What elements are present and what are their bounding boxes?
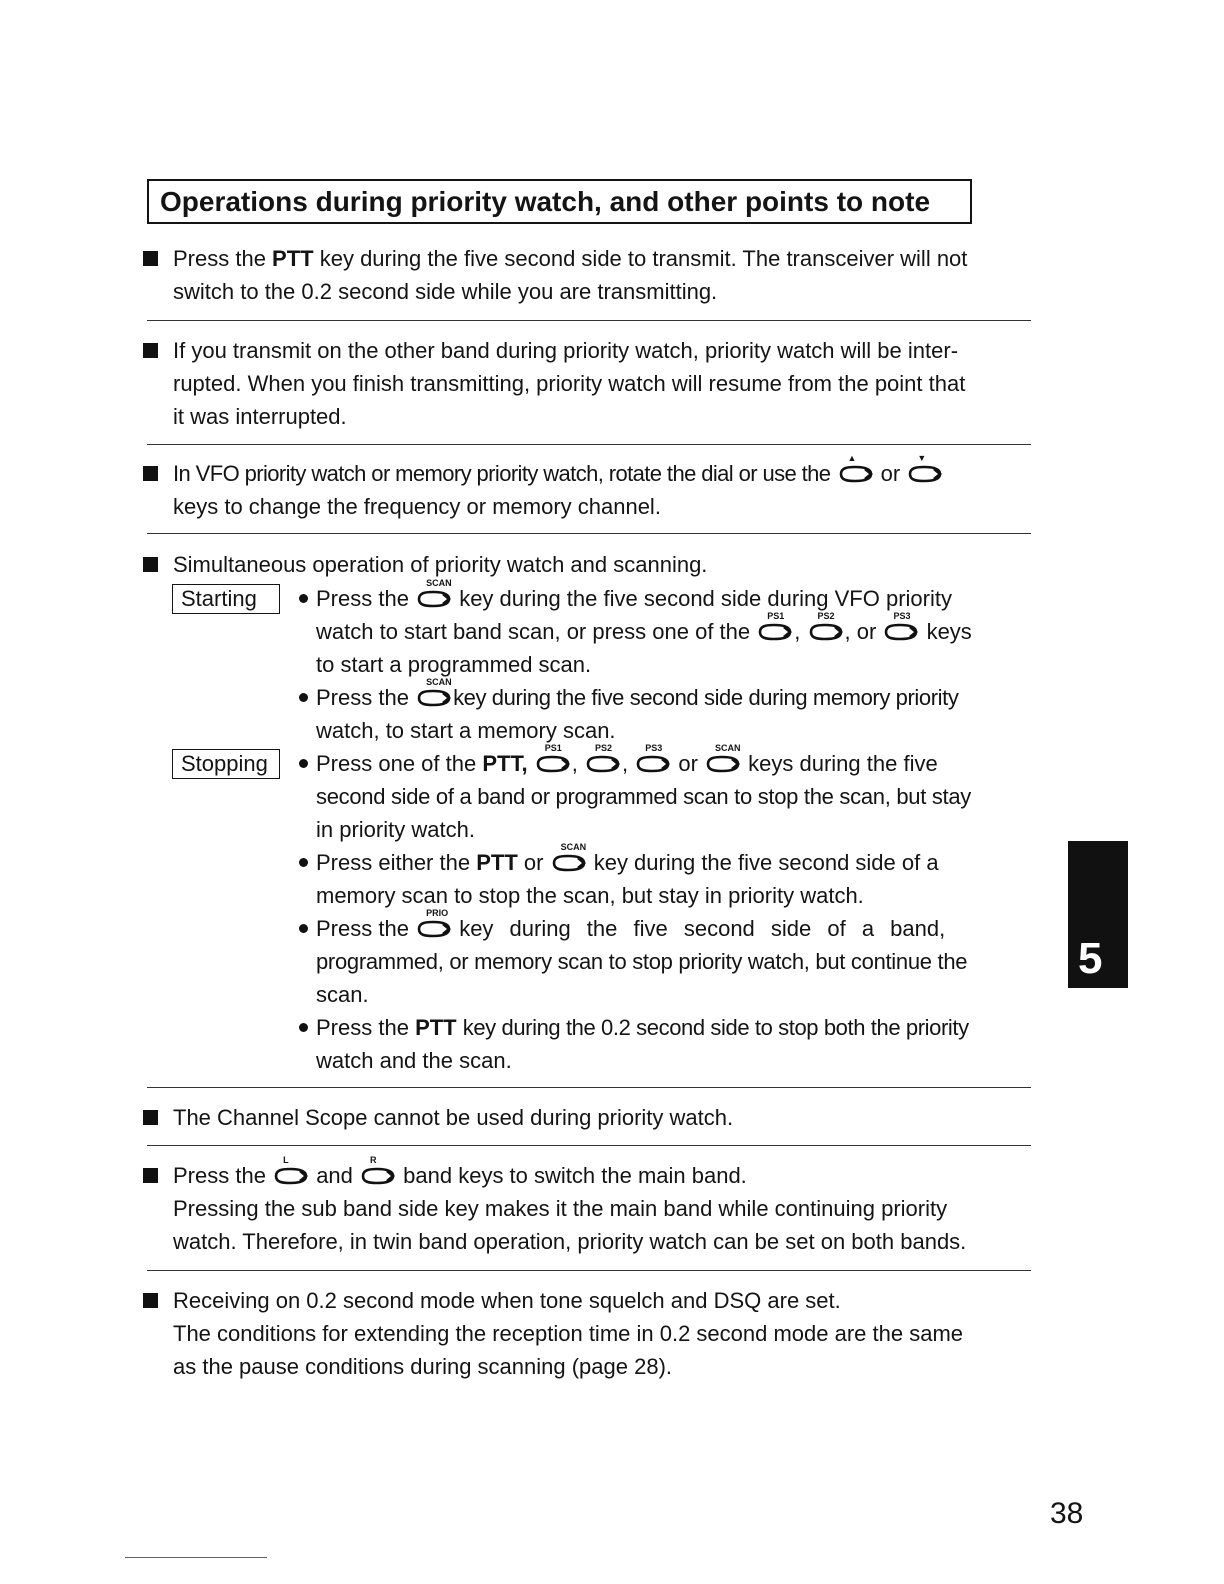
key-label: ▼ — [917, 453, 927, 463]
ps3-key-icon — [884, 611, 918, 641]
text: Press the — [173, 246, 273, 271]
stopping-bullets — [297, 743, 1032, 1077]
page-number: 38 — [1050, 1497, 1084, 1530]
text: it was interrupted. — [173, 404, 347, 429]
key-label: PS2 — [817, 611, 835, 621]
text: key during the five second side to transmit. The transceiver will not — [313, 246, 968, 271]
square-bullet-icon — [143, 343, 158, 358]
ptt-key-label: PTT, — [482, 751, 528, 776]
key-label: SCAN — [715, 743, 741, 753]
key-label: PS2 — [594, 743, 612, 753]
text: keys to change the frequency or memory channel. — [173, 494, 661, 519]
text: key during the five second side of a — [593, 850, 939, 875]
text: Press the — [316, 916, 409, 941]
page-title: Operations during priority watch, and other points to note — [147, 179, 972, 224]
text: or — [523, 850, 544, 875]
round-bullet-icon — [299, 594, 308, 603]
key-label: ▲ — [847, 453, 857, 463]
down-key-icon — [908, 453, 942, 483]
round-bullet-icon — [299, 858, 308, 867]
ps2-key-icon — [586, 743, 620, 773]
text: The Channel Scope cannot be used during priority watch. — [173, 1105, 734, 1130]
chapter-tab — [1068, 841, 1128, 988]
key-label: L — [283, 1155, 289, 1165]
text: Press the — [173, 1163, 266, 1188]
text: band keys to switch the main band. — [403, 1163, 747, 1188]
note-dial-keys — [143, 453, 1033, 523]
text: key during the 0.2 second side to stop both the priority — [462, 1015, 969, 1040]
prio-key-icon — [417, 908, 451, 938]
text: watch, to start a memory scan. — [316, 718, 616, 743]
text: Pressing the sub band side key makes it the main band while continuing priority — [173, 1196, 948, 1221]
scan-key-icon — [417, 578, 452, 608]
divider — [147, 444, 1031, 445]
right-band-key-icon — [361, 1155, 395, 1185]
text: scan. — [316, 982, 369, 1007]
text: key during the five second side of a band, — [459, 916, 946, 941]
text: , — [571, 751, 578, 776]
square-bullet-icon — [143, 466, 158, 481]
starting-label: Starting — [172, 584, 280, 614]
text: In VFO priority watch or memory priority watch, rotate the dial or use the — [173, 461, 831, 486]
ptt-key-label: PTT — [272, 246, 314, 271]
text: , — [794, 619, 801, 644]
text: The conditions for extending the reception time in 0.2 second mode are the same — [173, 1321, 964, 1346]
text: rupted. When you finish transmitting, priority watch will resume from the point that — [173, 371, 966, 396]
footer-rule — [125, 1557, 267, 1558]
round-bullet-icon — [299, 924, 308, 933]
text: or — [880, 461, 901, 486]
text: watch and the scan. — [316, 1048, 512, 1073]
text: switch to the 0.2 second side while you are transmitting. — [173, 279, 718, 304]
scan-key-icon — [417, 677, 452, 707]
key-label: SCAN — [560, 842, 587, 852]
square-bullet-icon — [143, 1293, 158, 1308]
text: , — [621, 751, 629, 776]
square-bullet-icon — [143, 1110, 158, 1125]
text: Press the — [316, 1015, 409, 1040]
up-key-icon — [839, 453, 873, 483]
text: Press the — [316, 685, 409, 710]
ps2-key-icon — [809, 611, 843, 641]
note-main-band — [143, 1155, 1033, 1258]
note-priority-and-scanning — [143, 548, 1033, 581]
text: in priority watch. — [316, 817, 475, 842]
text: Press the — [316, 586, 409, 611]
square-bullet-icon — [143, 1168, 158, 1183]
square-bullet-icon — [143, 251, 158, 266]
text: or — [678, 751, 698, 776]
note-other-band-transmit — [143, 334, 1033, 433]
divider — [147, 533, 1031, 534]
text: keys — [926, 619, 972, 644]
text: second side of a band or programmed scan to stop the scan, but stay — [316, 784, 971, 809]
text: Simultaneous operation of priority watch and scanning. — [173, 552, 708, 577]
key-label: R — [370, 1155, 377, 1165]
text: memory scan to stop the scan, but stay in priority watch. — [316, 883, 864, 908]
text: as the pause conditions during scanning (page 28). — [173, 1354, 673, 1379]
ps1-key-icon — [758, 611, 792, 641]
text: to start a programmed scan. — [316, 652, 592, 677]
note-tone-squelch — [143, 1284, 1033, 1383]
text: key during the five second side during VFO priority — [459, 586, 952, 611]
key-label: PS3 — [645, 743, 663, 753]
text: watch to start band scan, or press one of the — [316, 619, 751, 644]
divider — [147, 1145, 1031, 1146]
key-label: PS1 — [544, 743, 562, 753]
text: Press one of the — [316, 751, 477, 776]
left-band-key-icon — [274, 1155, 308, 1185]
text: If you transmit on the other band during priority watch, priority watch will be inter- — [173, 338, 959, 363]
key-label: PS3 — [893, 611, 911, 621]
divider — [147, 320, 1031, 321]
text: , or — [844, 619, 877, 644]
scan-key-icon — [706, 743, 741, 773]
text: keys during the five — [748, 751, 938, 776]
text: key during the five second side during memory priority — [453, 685, 959, 710]
ptt-key-label: PTT — [476, 850, 518, 875]
key-label: SCAN — [426, 677, 452, 687]
round-bullet-icon — [299, 759, 308, 768]
ps3-key-icon — [636, 743, 670, 773]
ps1-key-icon — [536, 743, 570, 773]
round-bullet-icon — [299, 1023, 308, 1032]
key-label: PRIO — [426, 908, 449, 918]
key-label: SCAN — [426, 578, 452, 588]
text: and — [316, 1163, 353, 1188]
square-bullet-icon — [143, 557, 158, 572]
divider — [147, 1270, 1031, 1271]
round-bullet-icon — [299, 693, 308, 702]
text: Receiving on 0.2 second mode when tone squelch and DSQ are set. — [173, 1288, 841, 1313]
text: watch. Therefore, in twin band operation, priority watch can be set on both bands. — [173, 1229, 967, 1254]
note-channel-scope — [143, 1101, 1033, 1134]
key-label: PS1 — [767, 611, 785, 621]
chapter-number: 5 — [1078, 934, 1103, 983]
text: programmed, or memory scan to stop priority watch, but continue the — [316, 949, 968, 974]
text: Press either the — [316, 850, 471, 875]
note-ptt-transmit — [143, 242, 1033, 308]
stopping-label: Stopping — [172, 749, 280, 779]
divider — [147, 1087, 1031, 1088]
starting-bullets — [297, 578, 1032, 747]
scan-key-icon — [552, 842, 587, 872]
ptt-key-label: PTT — [415, 1015, 457, 1040]
